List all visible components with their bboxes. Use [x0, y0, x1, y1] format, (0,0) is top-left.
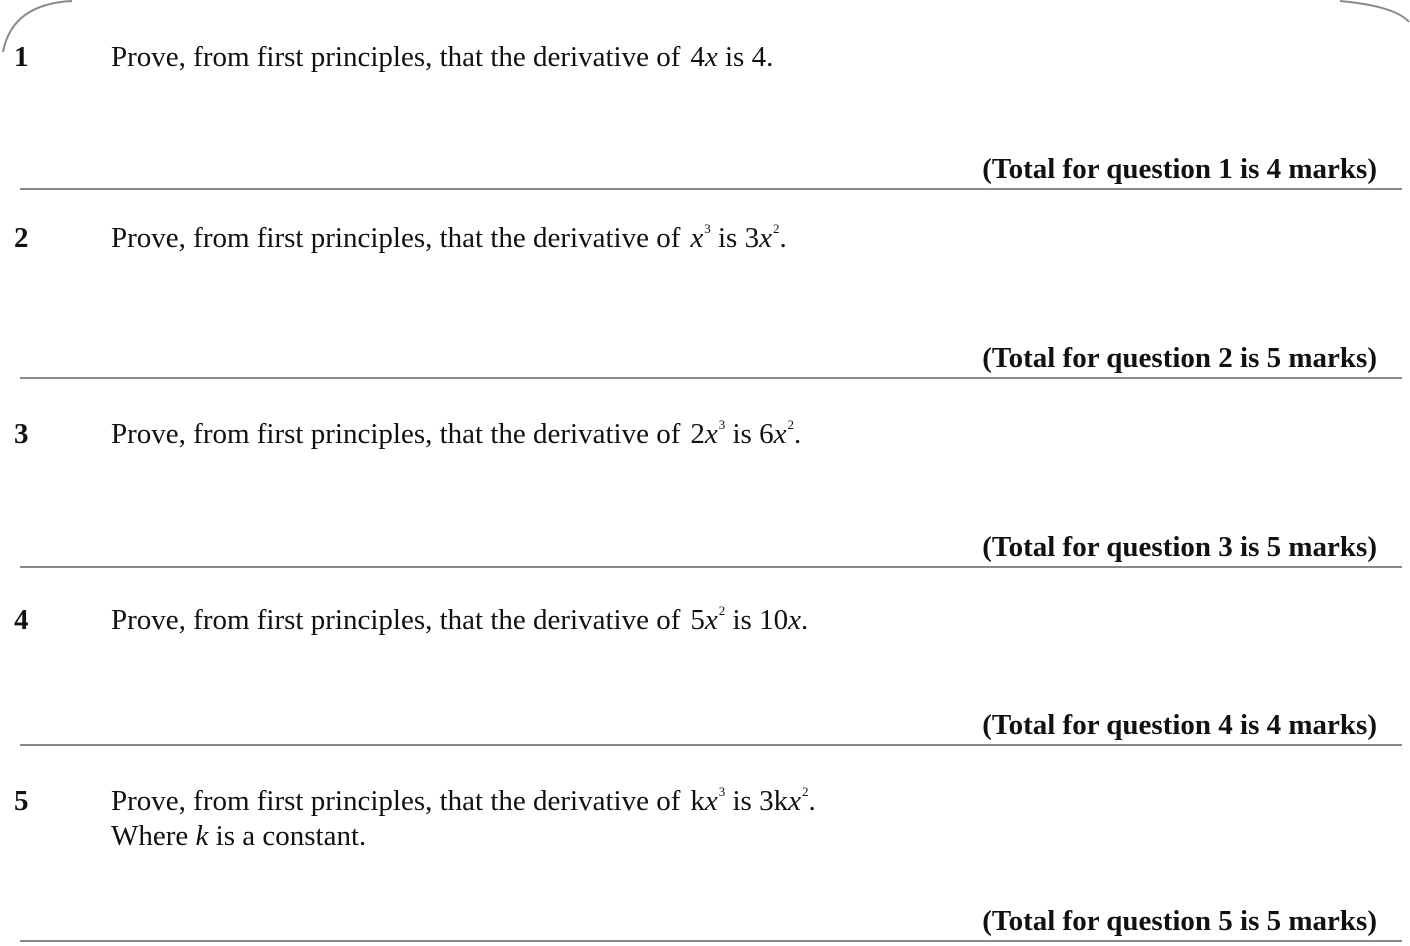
question-text — [111, 40, 773, 75]
question-text — [111, 221, 787, 256]
divider — [20, 188, 1402, 190]
question-number: 2 — [14, 222, 29, 254]
question-total: (Total for question 1 is 4 marks) — [982, 153, 1377, 185]
expr-period: . — [800, 604, 809, 636]
expr-var: x — [690, 222, 704, 254]
divider — [20, 566, 1402, 568]
expr-result: is 10 — [725, 604, 789, 636]
expr-coef: 2 — [690, 418, 705, 450]
expr-exponent: 2 — [718, 603, 726, 619]
expr-coef: 4 — [690, 41, 705, 73]
question-prompt: Prove, from first principles, that the derivative of — [111, 604, 681, 636]
expr-exponent: 3 — [718, 784, 726, 800]
expr-coef: 5 — [690, 604, 705, 636]
question-prompt: Prove, from first principles, that the derivative of — [111, 41, 681, 73]
question-text — [111, 603, 808, 638]
expr-var: x — [704, 41, 718, 73]
question-number: 4 — [14, 604, 29, 636]
expr-result-var: x — [773, 418, 787, 450]
expr-var: x — [704, 785, 718, 817]
expr-result: is 3k — [725, 785, 789, 817]
divider — [20, 744, 1402, 746]
expr-coef: k — [690, 785, 705, 817]
expr-result-exponent: 2 — [772, 221, 780, 237]
question-text — [111, 417, 801, 452]
expr-period: . — [779, 222, 787, 254]
expr-result: is 6 — [725, 418, 774, 450]
expr-period: . — [808, 785, 816, 817]
expr-exponent: 3 — [704, 221, 711, 237]
question-text — [111, 784, 816, 854]
expr-period: . — [793, 418, 802, 450]
expr-var: x — [704, 604, 718, 636]
question-total: (Total for question 3 is 5 marks) — [982, 531, 1377, 563]
question-number: 3 — [14, 418, 29, 450]
second-line-prefix: Where — [111, 820, 196, 852]
expr-result-var: x — [788, 785, 801, 817]
second-line-var: k — [195, 820, 209, 852]
expr-var: x — [704, 418, 718, 450]
question-prompt: Prove, from first principles, that the derivative of — [111, 222, 681, 254]
expr-result: is 4. — [717, 41, 774, 73]
question-total: (Total for question 4 is 4 marks) — [982, 709, 1377, 741]
question-prompt: Prove, from first principles, that the derivative of — [111, 418, 681, 450]
divider — [20, 940, 1402, 942]
expr-result-exponent: 2 — [787, 417, 794, 433]
question-number: 5 — [14, 785, 29, 817]
question-total: (Total for question 2 is 5 marks) — [982, 342, 1377, 374]
expr-result-exponent: 2 — [801, 784, 809, 800]
expr-result-var: x — [759, 222, 772, 254]
expr-exponent: 3 — [718, 417, 726, 433]
question-prompt: Prove, from first principles, that the derivative of — [111, 785, 681, 817]
second-line-suffix: is a constant. — [208, 820, 367, 852]
question-number: 1 — [14, 41, 29, 73]
expr-result-var: x — [788, 604, 801, 636]
divider — [20, 377, 1402, 379]
expr-result: is 3 — [710, 222, 760, 254]
question-total: (Total for question 5 is 5 marks) — [982, 905, 1377, 937]
